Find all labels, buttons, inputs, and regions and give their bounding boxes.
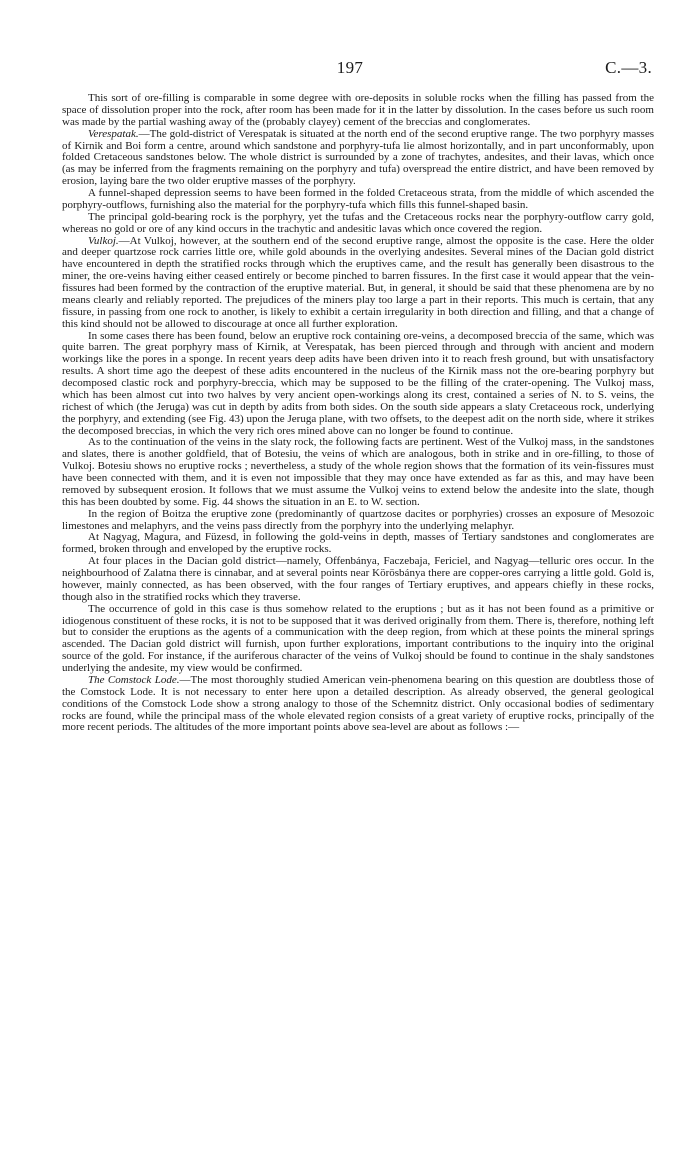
paragraph <box>62 556 654 604</box>
paragraph-text: At Nagyag, Magura, and Füzesd, in following the gold-veins in depth, masses of Tertiary sandstones and conglomerates are formed, broken through and enveloped by the eruptive rocks. <box>62 531 654 556</box>
paragraph <box>62 93 654 129</box>
paragraph <box>62 236 654 331</box>
paragraph-text: At four places in the Dacian gold district—namely, Offenbánya, Faczebaja, Fericiel, and Nagyag—telluric ores occur. In the neighbourhood of Zalatna there is cinnabar, and at several points near Körösbánya there are copper-ores carrying a little gold. Gold is, however, mainly connected, as has been observed, with the four ranges of Tertiary eruptives, and appears chiefly in these rocks, though also in the stratified rocks which they traverse. <box>62 555 654 603</box>
paragraph-text: The occurrence of gold in this case is thus somehow related to the eruptions ; but as it has not been found as a primitive or idiogenous constituent of these rocks, it is not to be supposed that it was derived originally from them. There is, therefore, nothing left but to consider the eruptions as the agents of a communication with the deep region, from which at these points the mineral springs ascended. The Dacian gold district will furnish, upon further explorations, important contributions to the inquiry into the original source of the gold. For instance, if the auriferous character of the veins of Vulkoj should be found to continue in the shaly sandstones underlying the andesite, my view would be confirmed. <box>62 602 654 674</box>
paragraph-lead: The Comstock Lode. <box>88 673 180 686</box>
paragraph-text: —The most thoroughly studied American vein-phenomena bearing on this question are doubtless those of the Comstock Lode. It is not necessary to enter here upon a detailed description. As already observed, the general geological conditions of the Comstock Lode show a strong analogy to those of the Schemnitz district. Only occasional bodies of sedimentary rocks are found, while the principal mass of the whole elevated region consists of a great variety of eruptive rocks, principally of the more recent periods. The altitudes of the more important points above sea-level are about as follows :— <box>62 673 654 734</box>
paragraph <box>62 604 654 675</box>
paragraph-lead: Verespatak. <box>88 127 139 140</box>
paragraph <box>62 188 654 212</box>
paragraph <box>62 212 654 236</box>
paragraph <box>62 532 654 556</box>
paragraph-text: The principal gold-bearing rock is the porphyry, yet the tufas and the Cretaceous rocks near the porphyry-outflow carry gold, whereas no gold or ore of any kind occurs in the trachytic and andesitic lavas which once covered the region. <box>62 210 654 235</box>
page-number: 197 <box>336 58 364 77</box>
paragraph-text: A funnel-shaped depression seems to have been formed in the folded Cretaceous strata, from the middle of which ascended the porphyry-outflows, furnishing also the material for the porphyry-tufa which fills this funnel-shaped basin. <box>62 187 654 211</box>
paragraph <box>62 129 654 188</box>
section-reference: C.—3. <box>605 58 652 77</box>
paragraph <box>62 437 654 508</box>
paragraph <box>62 331 654 438</box>
paragraph-text: This sort of ore-filling is comparable in some degree with ore-deposits in soluble rocks when the filling has passed from the space of dissolution proper into the rock, after room has been made for it in the latter by dissolution. In the cases before us such room was made by the partial washing away of the (probably clayey) cement of the breccias and conglomerates. <box>62 92 654 128</box>
paragraph-text: —The gold-district of Verespatak is situated at the north end of the second eruptive range. The two porphyry masses of Kirnik and Boi form a centre, around which sandstone and porphyry-tufa lie almost horizontally, and in part unconformably, upon folded Cretaceous sandstones below. The whole district is surrounded by a zone of trachytes, andesites, and their lavas, which once (as may be inferred from the fragments remaining on the porphyry and tufa) overspread the entire district, and have been removed by erosion, laying bare the two older eruptive masses of the porphyry. <box>62 127 654 188</box>
paragraph-text: As to the continuation of the veins in the slaty rock, the following facts are pertinent. West of the Vulkoj mass, in the sandstones and slates, there is another goldfield, that of Botesiu, the veins of which are analogous, both in strike and in ore-filling, to those of Vulkoj. Botesiu shows no eruptive rocks ; nevertheless, a study of the whole region shows that the formation of its vein-fissures must have been connected with them, and it is even not impossible that they may once have extended as far as this, and may have been removed by subsequent erosion. It follows that we must assume the Vulkoj veins to extend below the andesite into the slate, though this has been doubted by some. Fig. 44 shows the situation in an E. to W. section. <box>62 436 654 508</box>
paragraph-text: —At Vulkoj, however, at the southern end of the second eruptive range, almost the opposite is the case. Here the older and deeper quartzose rock carries little ore, while gold abounds in the overlying andesites. Several mines of the Dacian gold district have encountered in depth the stratified rocks through which the eruptives came, and the result has generally been disastrous to the miner, the ore-veins having either ceased entirely or become pinched to barren fissures. In the first case it would appear that the vein-fissures had been formed by the contraction of the eruptive material. But, in general, it should be said that these phenomena are by no means clearly and reliably reported. The prejudices of the miners play too large a part in their reports. This much is certain, that any fissure, in passing from one rock to another, is likely to exhibit a certain irregularity in both direction and filling, and that a change of this kind should not be allowed to discourage at once all further exploration. <box>62 234 654 330</box>
paragraph-text: In the region of Boitza the eruptive zone (predominantly of quartzose dacites or porphyries) crosses an exposure of Mesozoic limestones and melaphyrs, and the veins pass directly from the porphyry into the underlying melaphyr. <box>62 507 654 532</box>
paragraph <box>62 509 654 533</box>
body-text <box>62 93 654 734</box>
paragraph-text: In some cases there has been found, below an eruptive rock containing ore-veins, a decomposed breccia of the same, which was quite barren. The great porphyry mass of Kirnik, at Verespatak, has been pierced through and through with ancient and modern workings like the pores in a sponge. In recent years deep adits have been driven into it to reach fresh ground, but with unsatisfactory results. A short time ago the deepest of these adits encountered in the nucleus of the Kirnik mass not the ore-bearing porphyry but decomposed clastic rock and porphyry-breccia, which may be supposed to be the filling of the crater-opening. The Vulkoj mass, which has been almost cut into two halves by very ancient open-workings along its crest, contained a series of N. to S. veins, the richest of which (the Jeruga) was cut in depth by adits from both sides. On the south side appears a slaty Cretaceous rock, underlying the porphyry, and extending (see Fig. 43) upon the Jeruga plane, with two offsets, to the deepest adit on the north side, where it strikes the decomposed breccias, in which the very rich ores mined above can no longer be found to continue. <box>62 329 654 437</box>
paragraph-lead: Vulkoj. <box>88 234 119 247</box>
paragraph <box>62 675 654 734</box>
